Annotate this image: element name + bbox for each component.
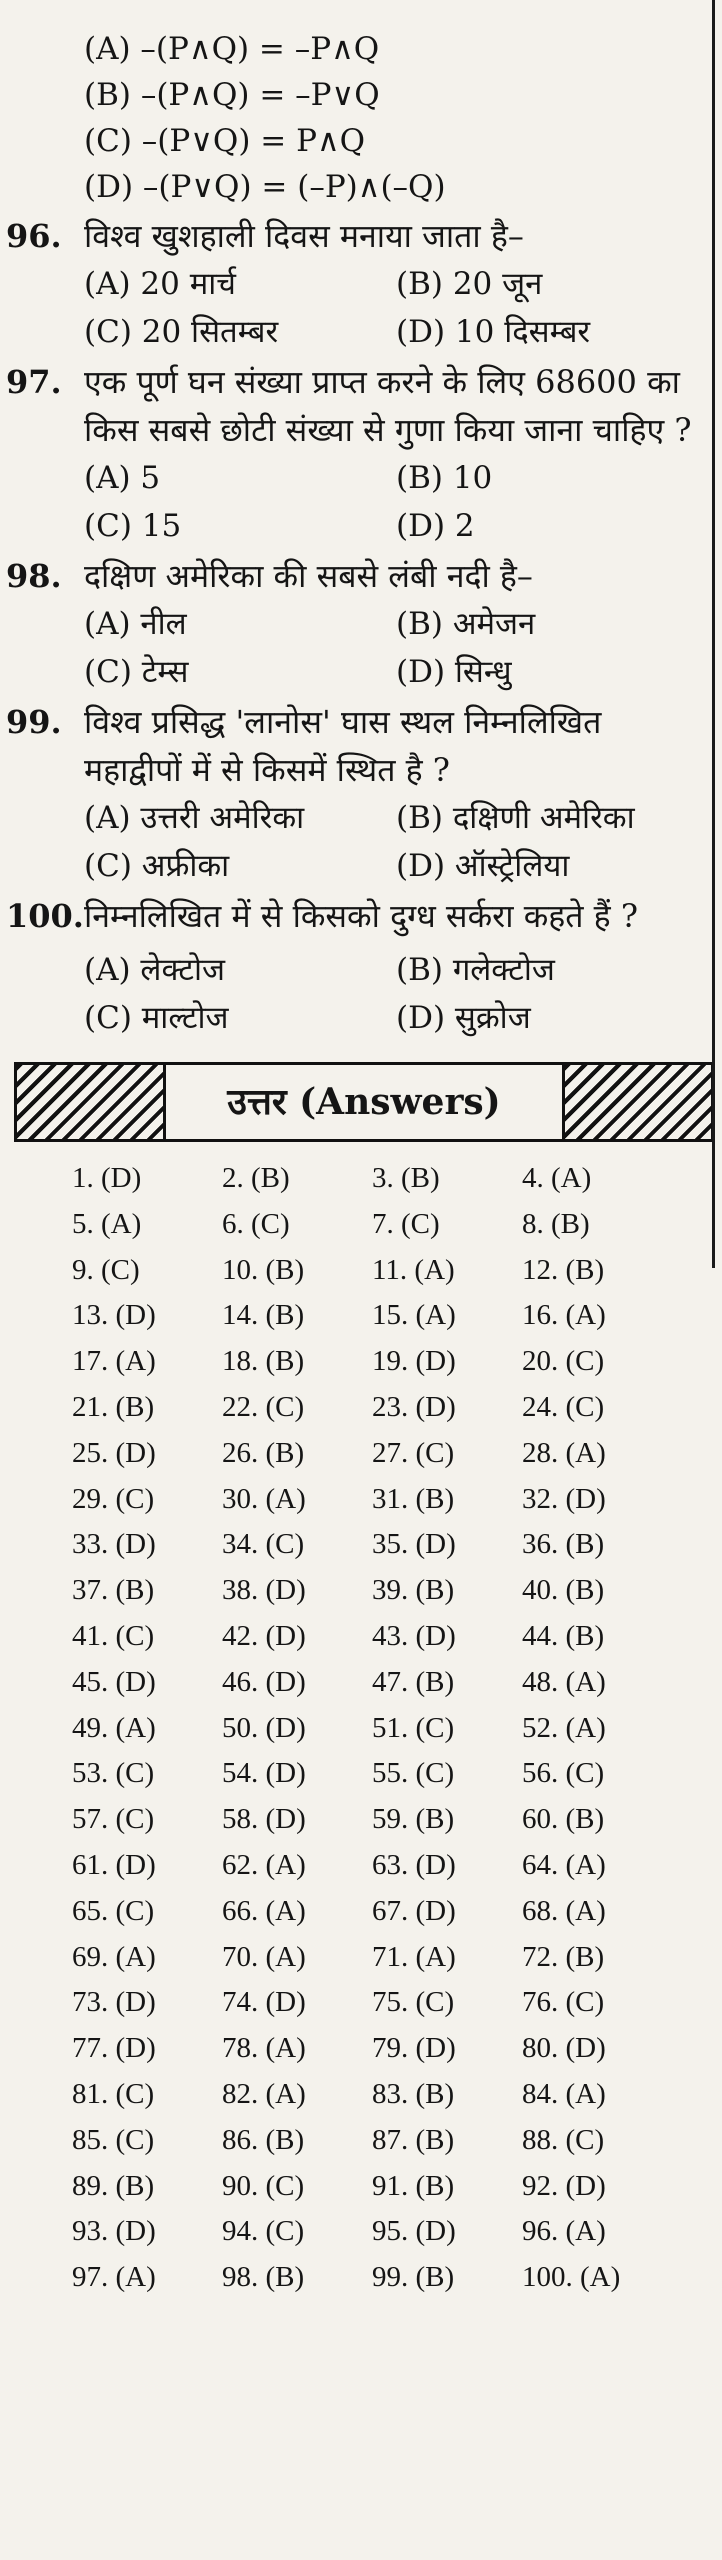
answer-item: 28. (A)	[522, 1436, 606, 1469]
answer-item: 97. (A)	[72, 2261, 156, 2294]
answer-item: 74. (D)	[222, 1986, 306, 2019]
answers-grid	[0, 1156, 722, 2301]
answer-item: 88. (C)	[522, 2123, 605, 2156]
answer-item: 18. (B)	[222, 1345, 305, 1378]
hatch-decoration-right	[565, 1065, 711, 1139]
question-number: 100.	[6, 897, 84, 935]
answer-item: 56. (C)	[522, 1757, 605, 1790]
question-number: 99.	[6, 703, 62, 741]
answer-item: 82. (A)	[222, 2077, 306, 2110]
question-100	[0, 892, 722, 1042]
answer-item: 4. (A)	[522, 1162, 592, 1194]
answer-item: 3. (B)	[372, 1162, 440, 1194]
answer-item: 99. (B)	[372, 2261, 455, 2294]
answer-item: 14. (B)	[222, 1299, 305, 1332]
answer-item: 98. (B)	[222, 2261, 305, 2294]
question-number: 96.	[6, 217, 62, 255]
q95-option-a: (A) –(P∧Q) = –P∧Q	[84, 31, 380, 67]
option-a: (A) उत्तरी अमेरिका	[84, 800, 305, 836]
option-c: (C) 15	[84, 508, 182, 544]
answer-item: 6. (C)	[222, 1207, 290, 1240]
answer-item: 8. (B)	[522, 1207, 590, 1240]
q95-options	[0, 0, 722, 210]
answer-item: 38. (D)	[222, 1574, 306, 1607]
answer-item: 49. (A)	[72, 1711, 156, 1744]
option-a: (A) 5	[84, 460, 161, 496]
answer-item: 100. (A)	[522, 2261, 621, 2294]
answer-item: 27. (C)	[372, 1436, 455, 1469]
answer-item: 40. (B)	[522, 1574, 605, 1607]
option-d: (D) 10 दिसम्बर	[396, 314, 591, 350]
answer-item: 52. (A)	[522, 1711, 606, 1744]
answer-item: 20. (C)	[522, 1345, 605, 1378]
answer-item: 69. (A)	[72, 1940, 156, 1973]
q95-option-c: (C) –(P∨Q) = P∧Q	[84, 123, 366, 159]
question-98	[0, 552, 722, 696]
answer-item: 71. (A)	[372, 1940, 456, 1973]
answer-item: 59. (B)	[372, 1803, 455, 1836]
answer-item: 46. (D)	[222, 1665, 306, 1698]
question-99	[0, 698, 722, 890]
question-96	[0, 212, 722, 356]
answer-item: 93. (D)	[72, 2215, 156, 2248]
answer-item: 81. (C)	[72, 2077, 155, 2110]
answer-item: 94. (C)	[222, 2215, 305, 2248]
answer-item: 37. (B)	[72, 1574, 155, 1607]
question-options	[0, 454, 722, 550]
answer-item: 96. (A)	[522, 2215, 606, 2248]
answer-item: 30. (A)	[222, 1482, 306, 1515]
question-options	[0, 600, 722, 696]
answer-item: 34. (C)	[222, 1528, 305, 1561]
answer-item: 29. (C)	[72, 1482, 155, 1515]
answer-item: 75. (C)	[372, 1986, 455, 2019]
option-d: (D) ऑस्ट्रेलिया	[396, 848, 570, 884]
answer-item: 5. (A)	[72, 1207, 142, 1240]
option-b: (B) अमेजन	[396, 606, 536, 642]
answer-item: 66. (A)	[222, 1894, 306, 1927]
question-options	[0, 794, 722, 890]
q95-option-d: (D) –(P∨Q) = (–P)∧(–Q)	[84, 169, 446, 205]
answer-item: 13. (D)	[72, 1299, 156, 1332]
answer-item: 11. (A)	[372, 1253, 455, 1286]
answer-item: 19. (D)	[372, 1345, 456, 1378]
answer-item: 10. (B)	[222, 1253, 305, 1286]
option-b: (B) 10	[396, 460, 493, 496]
answer-item: 41. (C)	[72, 1619, 155, 1652]
option-d: (D) सिन्धु	[396, 654, 512, 690]
option-b: (B) गलेक्टोज	[396, 952, 555, 988]
answer-item: 39. (B)	[372, 1574, 455, 1607]
answer-item: 64. (A)	[522, 1848, 606, 1881]
answer-item: 33. (D)	[72, 1528, 156, 1561]
answer-item: 80. (D)	[522, 2032, 606, 2065]
question-options	[0, 260, 722, 356]
answer-item: 42. (D)	[222, 1619, 306, 1652]
column-divider	[712, 0, 715, 1268]
answer-item: 15. (A)	[372, 1299, 456, 1332]
answer-item: 53. (C)	[72, 1757, 155, 1790]
answers-header	[14, 1062, 714, 1142]
option-c: (C) अफ्रीका	[84, 848, 230, 884]
option-a: (A) लेक्टोज	[84, 952, 225, 988]
option-d: (D) 2	[396, 508, 475, 544]
option-a: (A) 20 मार्च	[84, 266, 236, 302]
answer-item: 57. (C)	[72, 1803, 155, 1836]
answer-item: 67. (D)	[372, 1894, 456, 1927]
answer-item: 45. (D)	[72, 1665, 156, 1698]
answer-item: 68. (A)	[522, 1894, 606, 1927]
answer-item: 83. (B)	[372, 2077, 455, 2110]
question-text: विश्व खुशहाली दिवस मनाया जाता है–	[84, 217, 524, 255]
answer-item: 2. (B)	[222, 1162, 290, 1194]
answer-item: 77. (D)	[72, 2032, 156, 2065]
answers-title: उत्तर (Answers)	[163, 1065, 565, 1139]
option-b: (B) दक्षिणी अमेरिका	[396, 800, 635, 836]
q95-option-b: (B) –(P∧Q) = –P∨Q	[84, 77, 380, 113]
question-number: 98.	[6, 557, 62, 595]
answer-item: 87. (B)	[372, 2123, 455, 2156]
answer-item: 44. (B)	[522, 1619, 605, 1652]
answer-item: 17. (A)	[72, 1345, 156, 1378]
answer-item: 9. (C)	[72, 1253, 140, 1286]
answer-item: 58. (D)	[222, 1803, 306, 1836]
question-text: दक्षिण अमेरिका की सबसे लंबी नदी है–	[84, 557, 533, 595]
answer-item: 70. (A)	[222, 1940, 306, 1973]
answer-item: 31. (B)	[372, 1482, 455, 1515]
answer-item: 12. (B)	[522, 1253, 605, 1286]
answer-item: 79. (D)	[372, 2032, 456, 2065]
answer-item: 91. (B)	[372, 2169, 455, 2202]
answer-item: 76. (C)	[522, 1986, 605, 2019]
answer-item: 92. (D)	[522, 2169, 606, 2202]
option-c: (C) 20 सितम्बर	[84, 314, 279, 350]
answer-item: 60. (B)	[522, 1803, 605, 1836]
option-a: (A) नील	[84, 606, 187, 642]
answer-item: 32. (D)	[522, 1482, 606, 1515]
question-number: 97.	[6, 363, 62, 401]
answer-item: 89. (B)	[72, 2169, 155, 2202]
answer-item: 25. (D)	[72, 1436, 156, 1469]
question-text: निम्नलिखित में से किसको दुग्ध सर्करा कहते हैं ?	[84, 897, 638, 935]
answer-item: 65. (C)	[72, 1894, 155, 1927]
question-97	[0, 358, 722, 550]
answer-item: 36. (B)	[522, 1528, 605, 1561]
answer-item: 21. (B)	[72, 1390, 155, 1423]
answer-item: 73. (D)	[72, 1986, 156, 2019]
answer-item: 86. (B)	[222, 2123, 305, 2156]
answer-item: 47. (B)	[372, 1665, 455, 1698]
answer-item: 54. (D)	[222, 1757, 306, 1790]
answer-item: 24. (C)	[522, 1390, 605, 1423]
question-text: एक पूर्ण घन संख्या प्राप्त करने के लिए 68600 का किस सबसे छोटी संख्या से गुणा किया जाना चाहिए ?	[84, 363, 692, 449]
answer-item: 43. (D)	[372, 1619, 456, 1652]
answer-item: 35. (D)	[372, 1528, 456, 1561]
answer-item: 55. (C)	[372, 1757, 455, 1790]
option-b: (B) 20 जून	[396, 266, 543, 302]
answer-item: 23. (D)	[372, 1390, 456, 1423]
answer-item: 50. (D)	[222, 1711, 306, 1744]
answer-item: 26. (B)	[222, 1436, 305, 1469]
question-options	[0, 946, 722, 1042]
answer-item: 95. (D)	[372, 2215, 456, 2248]
question-text: विश्व प्रसिद्ध 'लानोस' घास स्थल निम्नलिखित महाद्वीपों में से किसमें स्थित है ?	[84, 703, 602, 789]
answer-item: 78. (A)	[222, 2032, 306, 2065]
answer-item: 48. (A)	[522, 1665, 606, 1698]
answer-item: 84. (A)	[522, 2077, 606, 2110]
answer-item: 7. (C)	[372, 1207, 440, 1240]
answer-item: 22. (C)	[222, 1390, 305, 1423]
option-c: (C) माल्टोज	[84, 1000, 229, 1036]
answer-item: 62. (A)	[222, 1848, 306, 1881]
answer-item: 63. (D)	[372, 1848, 456, 1881]
answer-item: 85. (C)	[72, 2123, 155, 2156]
option-d: (D) सुक्रोज	[396, 1000, 531, 1036]
answer-item: 1. (D)	[72, 1162, 142, 1194]
answer-item: 61. (D)	[72, 1848, 156, 1881]
answer-item: 72. (B)	[522, 1940, 605, 1973]
answer-item: 16. (A)	[522, 1299, 606, 1332]
answer-item: 51. (C)	[372, 1711, 455, 1744]
hatch-decoration-left	[17, 1065, 163, 1139]
answer-item: 90. (C)	[222, 2169, 305, 2202]
option-c: (C) टेम्स	[84, 654, 189, 690]
